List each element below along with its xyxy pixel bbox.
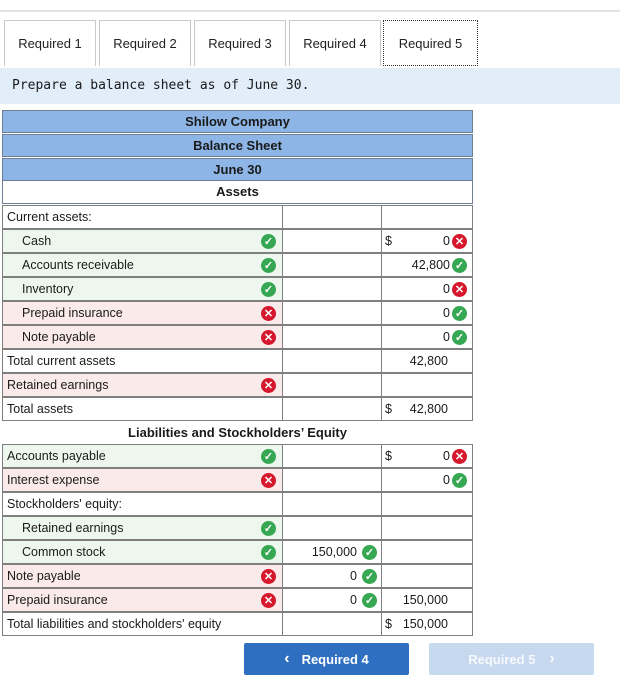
row-label: Retained earnings xyxy=(2,516,283,540)
row-label: Prepaid insurance xyxy=(2,301,283,325)
total-value: 42,800 xyxy=(409,402,448,416)
check-icon: ✓ xyxy=(261,234,276,249)
x-icon: ✕ xyxy=(261,378,276,393)
amount-cell xyxy=(282,205,382,229)
dollar-sign: $ xyxy=(385,234,392,248)
total-value: 0 xyxy=(443,282,450,296)
row-label: Cash xyxy=(2,229,283,253)
amount-cell[interactable] xyxy=(282,325,382,349)
row-label: Accounts receivable xyxy=(2,253,283,277)
row-label: Total current assets xyxy=(2,349,283,373)
row-label: Inventory xyxy=(2,277,283,301)
row-label: Note payable xyxy=(2,564,283,588)
total-value: 0 xyxy=(443,306,450,320)
amount-cell[interactable] xyxy=(282,277,382,301)
row-label: Common stock xyxy=(2,540,283,564)
total-value: 0 xyxy=(443,473,450,487)
amount-value: 150,000 xyxy=(311,545,357,559)
row-label: Stockholders' equity: xyxy=(2,492,283,516)
x-icon: ✕ xyxy=(452,234,467,249)
statement-title: Balance Sheet xyxy=(2,134,473,157)
check-icon: ✓ xyxy=(362,593,377,608)
check-icon: ✓ xyxy=(261,449,276,464)
total-cell[interactable] xyxy=(381,373,473,397)
amount-cell xyxy=(282,397,382,421)
amount-cell[interactable] xyxy=(282,229,382,253)
check-icon: ✓ xyxy=(362,569,377,584)
dollar-sign: $ xyxy=(385,617,392,631)
amount-cell xyxy=(282,349,382,373)
x-icon: ✕ xyxy=(261,306,276,321)
dollar-sign: $ xyxy=(385,449,392,463)
check-icon: ✓ xyxy=(452,306,467,321)
check-icon: ✓ xyxy=(261,282,276,297)
total-value: 150,000 xyxy=(402,593,448,607)
check-icon: ✓ xyxy=(261,521,276,536)
dollar-sign: $ xyxy=(385,402,392,416)
total-cell[interactable] xyxy=(381,564,473,588)
check-icon: ✓ xyxy=(362,545,377,560)
statement-date: June 30 xyxy=(2,158,473,181)
total-value: 42,800 xyxy=(409,354,448,368)
tab-required-5[interactable]: Required 5 xyxy=(383,20,478,66)
row-label: Accounts payable xyxy=(2,444,283,468)
check-icon: ✓ xyxy=(261,258,276,273)
total-cell[interactable] xyxy=(381,516,473,540)
row-label: Interest expense xyxy=(2,468,283,492)
tab-required-1[interactable]: Required 1 xyxy=(4,20,96,66)
tab-required-3[interactable]: Required 3 xyxy=(194,20,286,66)
total-cell[interactable] xyxy=(381,540,473,564)
amount-value: 0 xyxy=(350,569,357,583)
instruction-text: Prepare a balance sheet as of June 30. xyxy=(0,68,620,104)
next-button[interactable] xyxy=(429,643,594,675)
amount-cell[interactable] xyxy=(282,516,382,540)
total-value: 0 xyxy=(443,234,450,248)
prev-button-label: Required 4 xyxy=(301,651,369,667)
amount-cell[interactable] xyxy=(282,373,382,397)
total-value: 42,800 xyxy=(411,258,450,272)
prev-button[interactable] xyxy=(244,643,409,675)
total-value: 150,000 xyxy=(402,617,448,631)
x-icon: ✕ xyxy=(261,593,276,608)
amount-cell[interactable] xyxy=(282,301,382,325)
row-label: Total assets xyxy=(2,397,283,421)
total-value: 0 xyxy=(443,330,450,344)
company-name: Shilow Company xyxy=(2,110,473,133)
row-label: Retained earnings xyxy=(2,373,283,397)
total-cell xyxy=(381,205,473,229)
tab-required-4[interactable]: Required 4 xyxy=(289,20,381,66)
assets-heading: Assets xyxy=(2,181,473,204)
amount-cell xyxy=(282,612,382,636)
check-icon: ✓ xyxy=(452,473,467,488)
x-icon: ✕ xyxy=(261,473,276,488)
row-label: Prepaid insurance xyxy=(2,588,283,612)
amount-cell[interactable] xyxy=(282,253,382,277)
check-icon: ✓ xyxy=(452,258,467,273)
amount-cell[interactable] xyxy=(282,468,382,492)
chevron-left-icon: ‹ xyxy=(284,650,290,667)
x-icon: ✕ xyxy=(452,282,467,297)
next-button-label: Required 5 xyxy=(468,651,536,667)
total-value: 0 xyxy=(443,449,450,463)
row-label: Note payable xyxy=(2,325,283,349)
tab-required-2[interactable]: Required 2 xyxy=(99,20,191,66)
amount-value: 0 xyxy=(350,593,357,607)
check-icon: ✓ xyxy=(261,545,276,560)
x-icon: ✕ xyxy=(261,569,276,584)
amount-cell xyxy=(282,492,382,516)
check-icon: ✓ xyxy=(452,330,467,345)
total-cell xyxy=(381,492,473,516)
top-divider xyxy=(0,10,620,12)
liabilities-heading: Liabilities and Stockholders’ Equity xyxy=(128,425,347,440)
row-label: Total liabilities and stockholders' equity xyxy=(2,612,283,636)
row-label: Current assets: xyxy=(2,205,283,229)
x-icon: ✕ xyxy=(261,330,276,345)
amount-cell[interactable] xyxy=(282,444,382,468)
x-icon: ✕ xyxy=(452,449,467,464)
chevron-right-icon: › xyxy=(549,650,555,667)
